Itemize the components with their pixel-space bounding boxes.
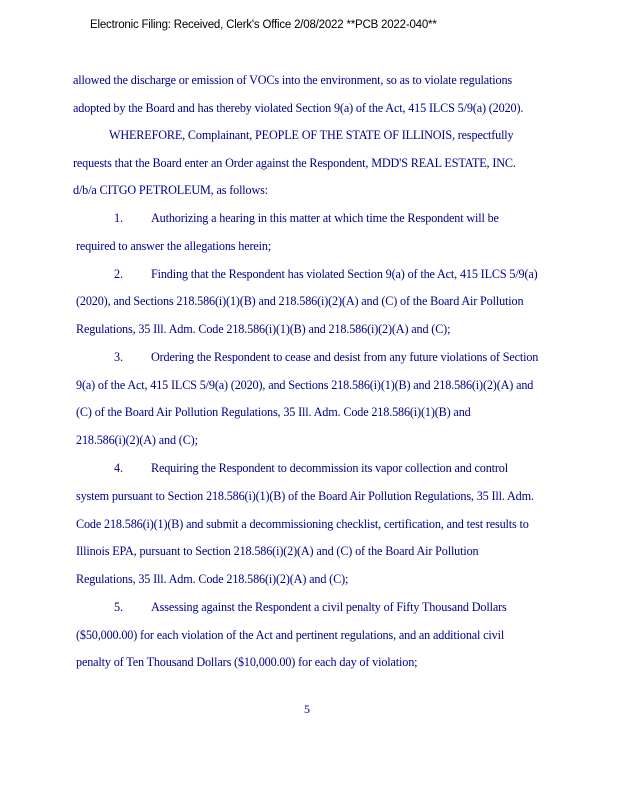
item-number: 4.: [114, 461, 123, 475]
body-line: ($50,000.00) for each violation of the Act and pertinent regulations, and an additional civil: [76, 628, 505, 642]
body-line: system pursuant to Section 218.586(i)(1)(B) of the Board Air Pollution Regulations, 35 Ill. Adm.: [76, 489, 534, 503]
body-line: Code 218.586(i)(1)(B) and submit a decommissioning checklist, certification, and test results to: [76, 517, 529, 531]
body-line: Requiring the Respondent to decommission its vapor collection and control: [151, 461, 508, 475]
item-number: 1.: [114, 211, 123, 225]
body-line: Illinois EPA, pursuant to Section 218.586(i)(2)(A) and (C) of the Board Air Pollution: [76, 544, 479, 558]
body-line: Assessing against the Respondent a civil penalty of Fifty Thousand Dollars: [151, 600, 507, 614]
body-line: Ordering the Respondent to cease and desist from any future violations of Section: [151, 350, 539, 364]
body-line: 9(a) of the Act, 415 ILCS 5/9(a) (2020), and Sections 218.586(i)(1)(B) and 218.586(i)(2)(A) and: [76, 378, 534, 392]
body-line: penalty of Ten Thousand Dollars ($10,000.00) for each day of violation;: [76, 655, 418, 669]
filing-header: Electronic Filing: Received, Clerk's Office 2/08/2022 **PCB 2022-040**: [90, 19, 437, 31]
body-line: 218.586(i)(2)(A) and (C);: [76, 433, 198, 447]
page-number: 5: [304, 702, 310, 716]
body-line: allowed the discharge or emission of VOCs into the environment, so as to violate regulations: [73, 73, 512, 87]
body-line: adopted by the Board and has thereby violated Section 9(a) of the Act, 415 ILCS 5/9(a) (2020).: [73, 101, 524, 115]
body-line: d/b/a CITGO PETROLEUM, as follows:: [73, 183, 268, 197]
item-number: 2.: [114, 267, 123, 281]
body-line: (2020), and Sections 218.586(i)(1)(B) and 218.586(i)(2)(A) and (C) of the Board Air Pollution: [76, 294, 524, 308]
item-number: 5.: [114, 600, 123, 614]
body-line: Finding that the Respondent has violated Section 9(a) of the Act, 415 ILCS 5/9(a): [151, 267, 538, 281]
body-line: requests that the Board enter an Order against the Respondent, MDD'S REAL ESTATE, INC.: [73, 156, 516, 170]
body-line: Regulations, 35 Ill. Adm. Code 218.586(i)(1)(B) and 218.586(i)(2)(A) and (C);: [76, 322, 451, 336]
body-line: (C) of the Board Air Pollution Regulations, 35 Ill. Adm. Code 218.586(i)(1)(B) and: [76, 405, 471, 419]
item-number: 3.: [114, 350, 123, 364]
body-line: WHEREFORE, Complainant, PEOPLE OF THE STATE OF ILLINOIS, respectfully: [109, 128, 514, 142]
body-line: Authorizing a hearing in this matter at which time the Respondent will be: [151, 211, 499, 225]
body-line: required to answer the allegations herein;: [76, 239, 272, 253]
body-line: Regulations, 35 Ill. Adm. Code 218.586(i)(2)(A) and (C);: [76, 572, 349, 586]
